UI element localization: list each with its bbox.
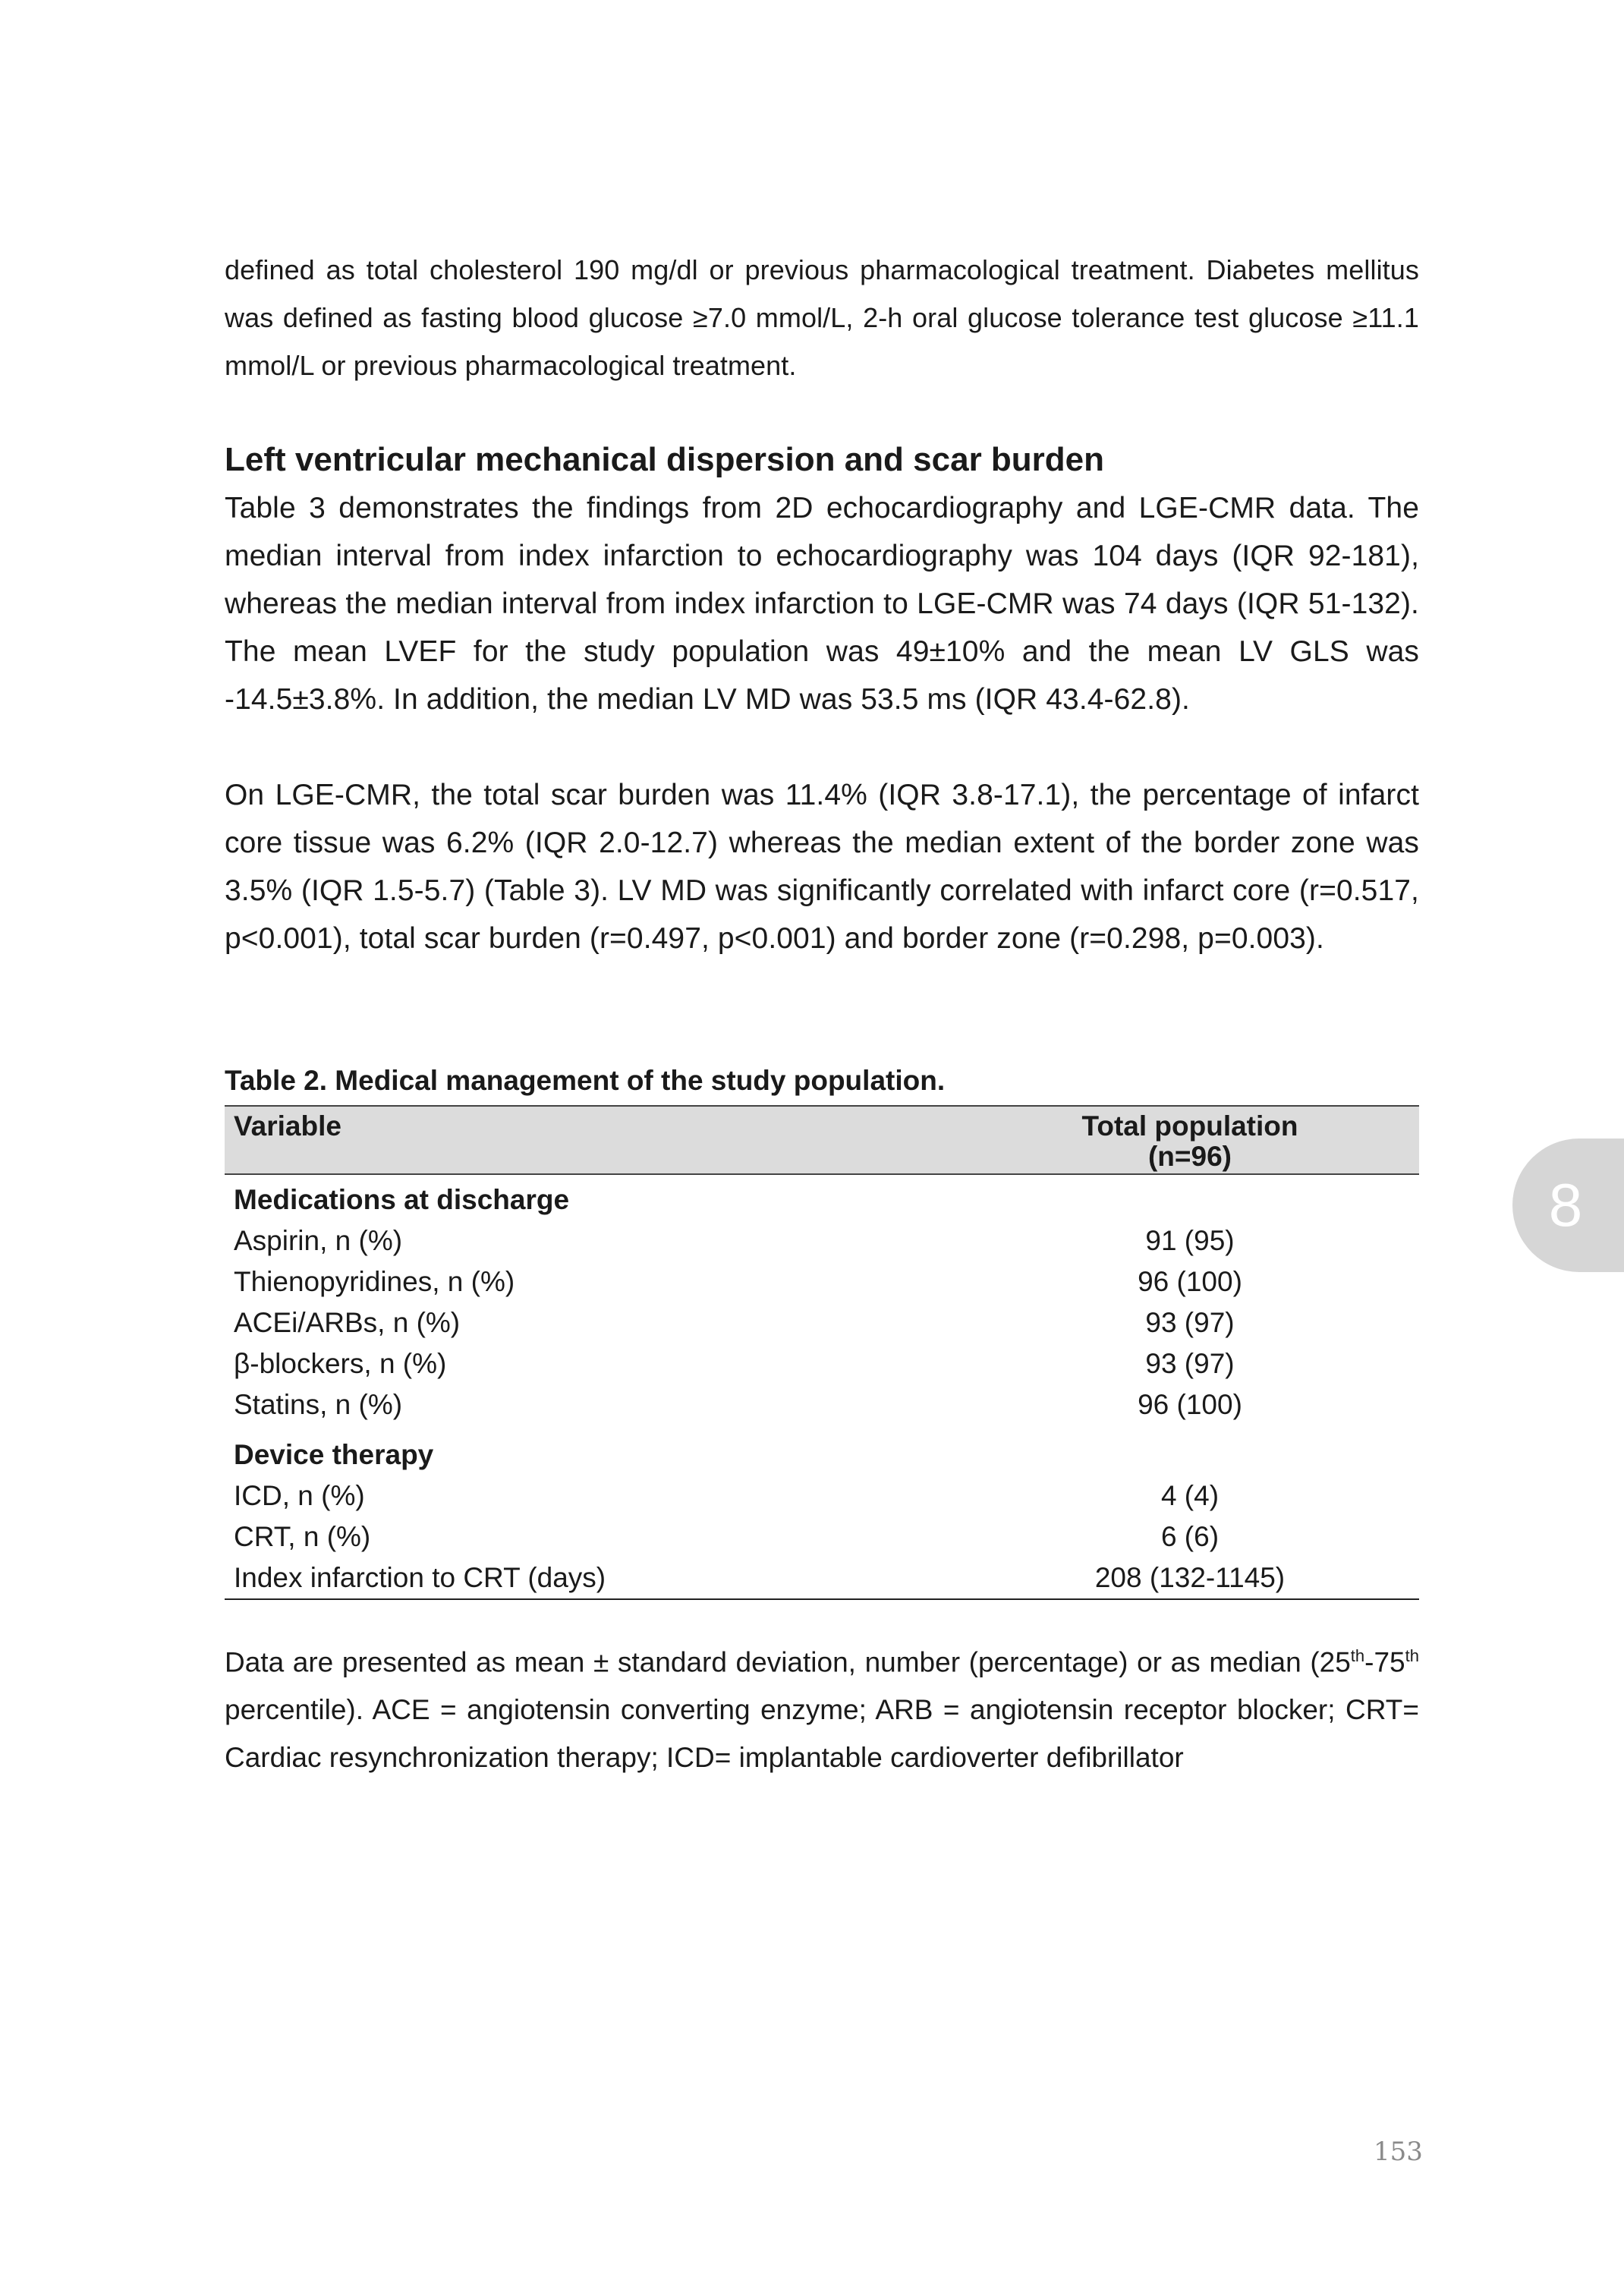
- row-value: 208 (132-1145): [1094, 1562, 1286, 1593]
- header-total-population: [961, 1106, 1419, 1174]
- row-label: β-blockers, n (%): [234, 1348, 447, 1379]
- header-total-line1: Total population: [1081, 1110, 1298, 1142]
- row-label: Thienopyridines, n (%): [234, 1266, 515, 1297]
- header-variable: Variable: [225, 1106, 961, 1174]
- row-value: 91 (95): [1145, 1225, 1235, 1256]
- intro-paragraph: defined as total cholesterol 190 mg/dl or previous pharmacological treatment. Diabetes mellitus was defined as fasting blood glucose ≥7.0 mmol/L, 2-h oral glucose tolerance test glucose ≥11.1 mmol/L or previous pharmacological treatment.: [225, 254, 1419, 381]
- table-header-row: [225, 1106, 1419, 1174]
- row-label: Index infarction to CRT (days): [234, 1562, 606, 1593]
- table-row: [225, 1261, 1419, 1302]
- row-value: 4 (4): [1160, 1480, 1220, 1511]
- footnote-part1: Data are presented as mean ± standard deviation, number (percentage) or as median (25: [225, 1646, 1351, 1678]
- section-paragraph-1: Table 3 demonstrates the findings from 2D echocardiography and LGE-CMR data. The median interval from index infarction to echocardiography was 104 days (IQR 92-181), whereas the median interval from index infarction to LGE-CMR was 74 days (IQR 51-132). The mean LVEF for the study population was 49±10% and the mean LV GLS was -14.5±3.8%. In addition, the median LV MD was 53.5 ms (IQR 43.4-62.8).: [225, 492, 1419, 716]
- chapter-number: 8: [1548, 1171, 1583, 1239]
- table-row: [225, 1343, 1419, 1384]
- row-label: ACEi/ARBs, n (%): [234, 1307, 461, 1338]
- table-caption: Table 2. Medical management of the study population.: [225, 1065, 946, 1096]
- group-title: Medications at discharge: [234, 1184, 570, 1215]
- row-label: Aspirin, n (%): [234, 1225, 403, 1256]
- table-row: [225, 1475, 1419, 1516]
- footnote-part2: -75: [1364, 1646, 1405, 1678]
- chapter-tab: [1512, 1138, 1624, 1272]
- table-row: [225, 1302, 1419, 1343]
- table-row: [225, 1384, 1419, 1425]
- table-row: [225, 1516, 1419, 1557]
- section-paragraph-2: On LGE-CMR, the total scar burden was 11.4% (IQR 3.8-17.1), the percentage of infarct core tissue was 6.2% (IQR 2.0-12.7) whereas the median extent of the border zone was 3.5% (IQR 1.5-5.7) (Table 3). LV MD was significantly correlated with infarct core (r=0.517, p<0.001), total scar burden (r=0.497, p<0.001) and border zone (r=0.298, p=0.003).: [225, 779, 1419, 955]
- footnote-part3: percentile). ACE = angiotensin converting enzyme; ARB = angiotensin receptor blocker; CRT= Cardiac resynchronization therapy; ICD= implantable cardioverter defibrillator: [225, 1694, 1419, 1774]
- medical-management-table: [225, 1105, 1419, 1600]
- table-footnote: [225, 1632, 1419, 1781]
- group-title: Device therapy: [234, 1439, 434, 1470]
- row-value: 93 (97): [1145, 1307, 1235, 1338]
- header-total-line2: (n=96): [1147, 1141, 1232, 1172]
- row-label: ICD, n (%): [234, 1480, 365, 1511]
- row-value: 93 (97): [1145, 1348, 1235, 1379]
- row-value: 6 (6): [1160, 1521, 1220, 1552]
- row-label: Statins, n (%): [234, 1389, 403, 1420]
- footnote-sup1: th: [1350, 1646, 1365, 1665]
- row-value: 96 (100): [1138, 1389, 1242, 1420]
- footnote-sup2: th: [1405, 1646, 1419, 1665]
- group-row-device-therapy: [225, 1425, 1419, 1475]
- page-number: 153: [1374, 2137, 1423, 2167]
- section-heading: Left ventricular mechanical dispersion and scar burden: [225, 441, 1105, 478]
- row-label: CRT, n (%): [234, 1521, 371, 1552]
- group-row-medications: [225, 1174, 1419, 1220]
- table-row: [225, 1557, 1419, 1599]
- table-row: [225, 1220, 1419, 1261]
- row-value: 96 (100): [1138, 1266, 1242, 1297]
